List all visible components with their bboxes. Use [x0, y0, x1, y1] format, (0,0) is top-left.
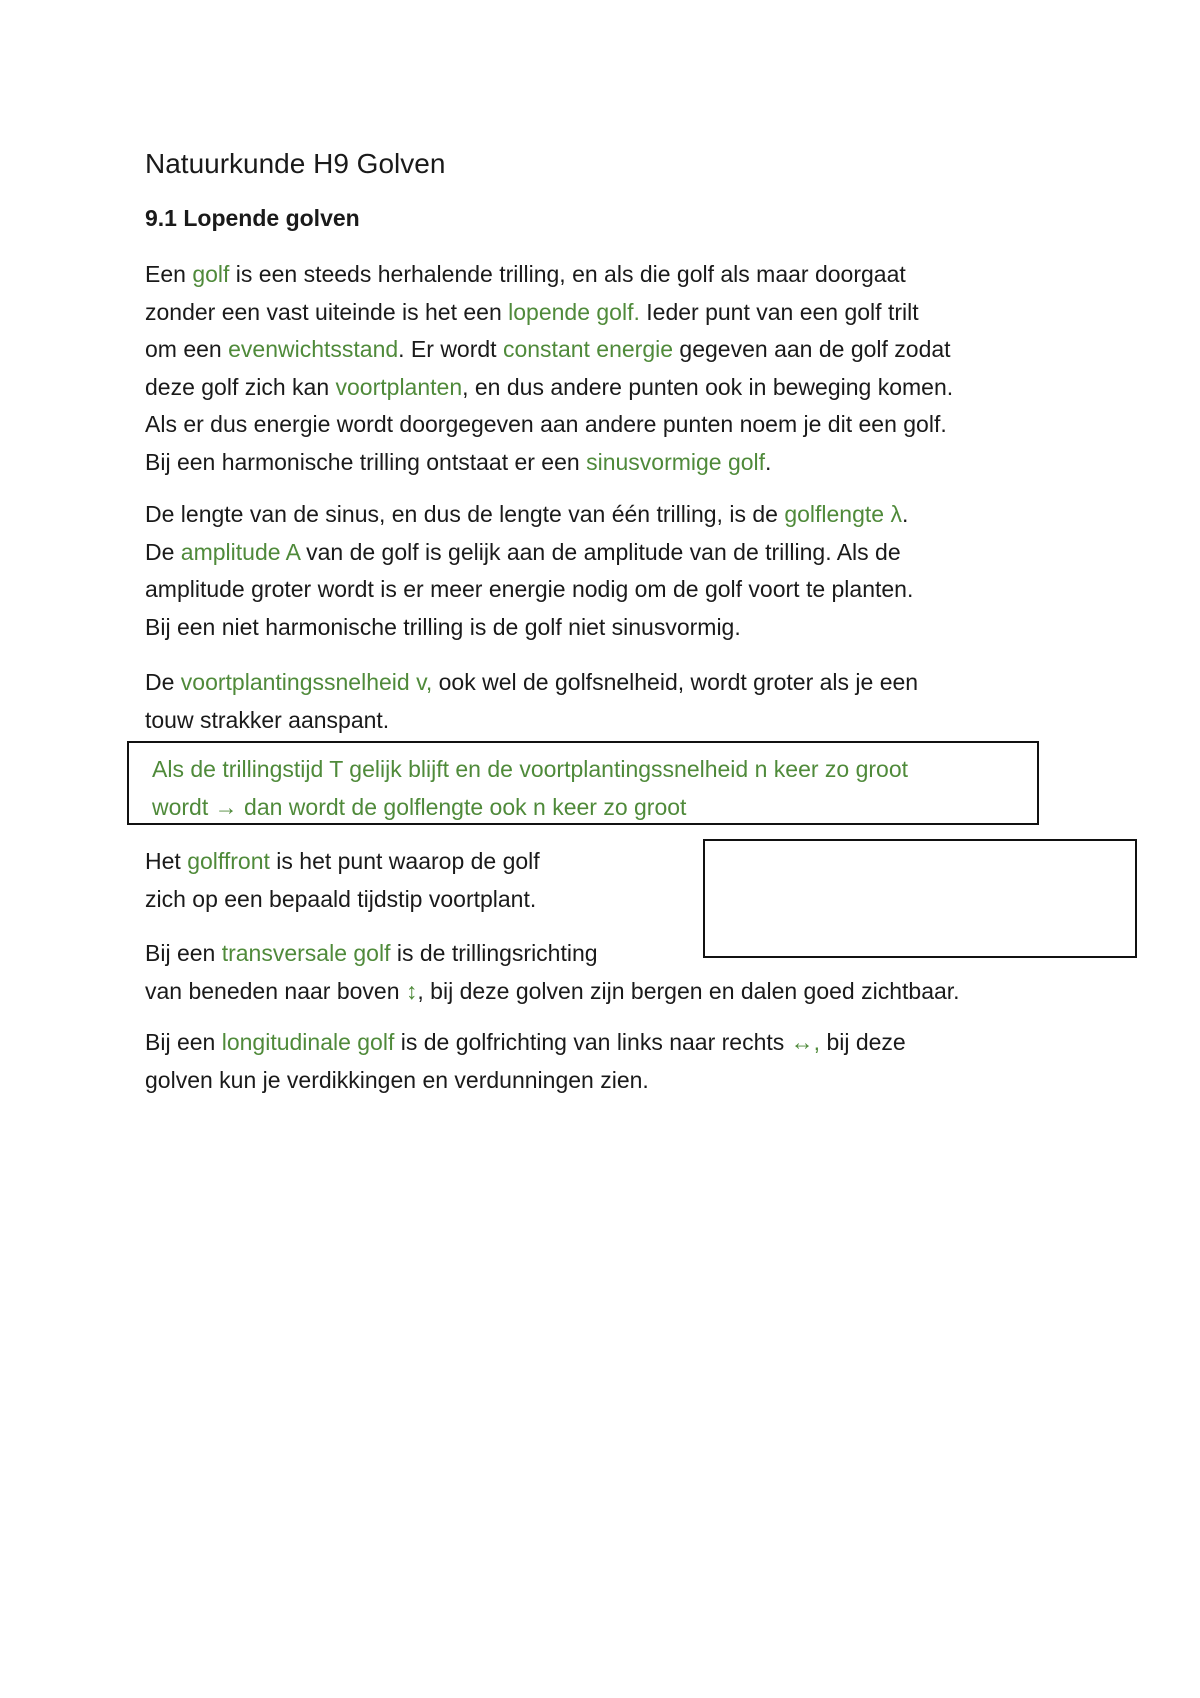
text: is een steeds herhalende trilling, en als die golf als maar doorgaat	[229, 261, 906, 287]
text: . Er wordt	[398, 336, 503, 362]
text: zonder een vast uiteinde is het een	[145, 298, 509, 325]
term-voortplanten: voortplanten	[335, 373, 463, 400]
text-line: amplitude groter wordt is er meer energie nodig om de golf voort te planten.	[145, 576, 914, 602]
text: , bij deze golven zijn bergen en dalen goed zichtbaar.	[417, 977, 960, 1004]
paragraph-lopende-golven	[145, 256, 1085, 481]
text: .	[901, 501, 909, 527]
text-line: golven kun je verdikkingen en verdunningen zien.	[145, 1066, 649, 1093]
term-constant-energie: constant energie	[502, 336, 674, 362]
text: ook wel de golfsnelheid, wordt groter als je een	[432, 669, 919, 695]
text-line	[145, 331, 1085, 369]
text-line: Bij een niet harmonische trilling is de golf niet sinusvormig.	[145, 613, 741, 640]
term-amplitude: amplitude A	[180, 538, 300, 565]
text-line	[145, 1024, 1085, 1062]
text: Bij een	[145, 1029, 222, 1055]
callout-text	[152, 750, 908, 826]
text-line	[145, 369, 1085, 407]
text: Een	[145, 261, 193, 287]
term-transversale-golf: transversale golf	[221, 940, 391, 966]
term-lopende-golf: lopende golf.	[508, 298, 640, 325]
text: dan wordt de golflengte ook n keer zo groot	[237, 794, 687, 820]
arrow-right-icon: →	[214, 794, 238, 820]
text: is de trillingsrichting	[390, 940, 598, 966]
text: is de golfrichting van links naar rechts	[394, 1029, 791, 1055]
text: deze golf zich kan	[145, 373, 336, 400]
term-voortplantingssnelheid: voortplantingssnelheid v,	[180, 669, 433, 695]
term-golf: golf	[192, 261, 230, 287]
term-sinusvormige-golf: sinusvormige golf	[586, 448, 766, 475]
text-line	[152, 788, 908, 826]
text-line	[145, 256, 1085, 294]
text: van beneden naar boven	[145, 977, 406, 1004]
text: De	[145, 669, 181, 695]
text-line: Als er dus energie wordt doorgegeven aan andere punten noem je dit een golf.	[145, 411, 947, 437]
page-title: Natuurkunde H9 Golven	[145, 148, 446, 179]
text-line	[145, 496, 1085, 534]
text-line	[145, 444, 1085, 482]
text-line	[145, 664, 1085, 702]
text: De	[145, 538, 181, 565]
text: gegeven aan de golf zodat	[673, 336, 951, 362]
paragraph-golflengte	[145, 496, 1085, 646]
text: bij deze	[820, 1029, 906, 1055]
paragraph-golffront	[145, 843, 1085, 918]
term-longitudinale-golf: longitudinale golf	[221, 1029, 395, 1055]
text: .	[765, 448, 772, 475]
text: Het	[145, 848, 188, 874]
text: Bij een	[145, 940, 222, 966]
text-line: Als de trillingstijd T gelijk blijft en de voortplantingssnelheid n keer zo groot	[152, 756, 909, 782]
section-heading: 9.1 Lopende golven	[145, 205, 360, 231]
text-line: zich op een bepaald tijdstip voortplant.	[145, 885, 537, 912]
text-line	[145, 843, 1085, 881]
text-line: touw strakker aanspant.	[145, 706, 390, 733]
text: Bij een harmonische trilling ontstaat er een	[145, 448, 587, 475]
arrow-up-down-icon: ↕	[405, 977, 418, 1004]
paragraph-voortplantingssnelheid	[145, 664, 1085, 739]
paragraph-longitudinale-golf	[145, 1024, 1085, 1099]
text: , en dus andere punten ook in beweging komen.	[462, 373, 954, 400]
text: is het punt waarop de golf	[269, 848, 540, 874]
text-line	[145, 973, 1085, 1011]
text-line	[145, 534, 1085, 572]
text: De lengte van de sinus, en dus de lengte van één trilling, is de	[145, 501, 785, 527]
term-golflengte: golflengte λ	[784, 501, 902, 527]
text: van de golf is gelijk aan de amplitude van de trilling. Als de	[299, 538, 901, 565]
text-line	[145, 294, 1085, 332]
paragraph-transversale-golf	[145, 935, 1085, 1010]
arrow-left-right-icon: ↔,	[790, 1029, 821, 1055]
term-golffront: golffront	[187, 848, 270, 874]
term-evenwichtsstand: evenwichtsstand	[228, 336, 399, 362]
text: om een	[145, 336, 229, 362]
text: wordt	[152, 794, 215, 820]
text-line	[145, 935, 1085, 973]
text: Ieder punt van een golf trilt	[639, 298, 919, 325]
